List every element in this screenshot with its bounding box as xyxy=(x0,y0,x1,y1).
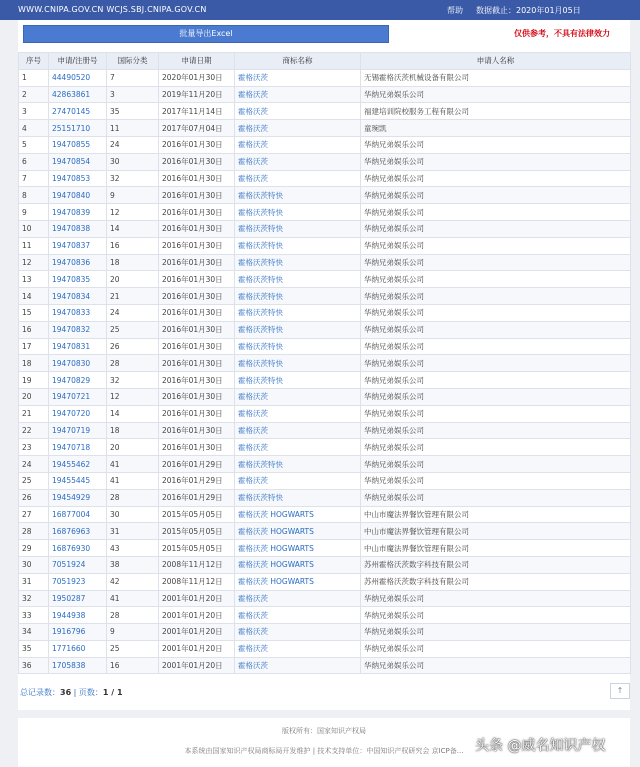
cell-mark-name[interactable]: 霍格沃茨 xyxy=(235,422,361,439)
cell-mark-name[interactable]: 霍格沃茨 HOGWARTS xyxy=(235,523,361,540)
cell-mark-name[interactable]: 霍格沃茨 HOGWARTS xyxy=(235,506,361,523)
cell-date: 2016年01月30日 xyxy=(159,288,235,305)
table-row xyxy=(19,120,631,137)
cell-applicant: 华纳兄弟娱乐公司 xyxy=(361,472,631,489)
cell-reg-no[interactable]: 44490520 xyxy=(49,69,107,86)
cell-applicant: 华纳兄弟娱乐公司 xyxy=(361,204,631,221)
cell-reg-no[interactable]: 7051923 xyxy=(49,573,107,590)
cell-applicant: 华纳兄弟娱乐公司 xyxy=(361,237,631,254)
cell-class: 18 xyxy=(107,254,159,271)
cell-applicant: 无锡霍格沃茨机械设备有限公司 xyxy=(361,69,631,86)
cell-reg-no[interactable]: 19455445 xyxy=(49,472,107,489)
cell-applicant: 中山市魔法界餐饮管理有限公司 xyxy=(361,523,631,540)
cell-reg-no[interactable]: 19470837 xyxy=(49,237,107,254)
cell-applicant: 华纳兄弟娱乐公司 xyxy=(361,220,631,237)
table-row xyxy=(19,523,631,540)
table-row xyxy=(19,271,631,288)
table-row xyxy=(19,86,631,103)
cell-applicant: 华纳兄弟娱乐公司 xyxy=(361,304,631,321)
cell-index: 33 xyxy=(19,607,49,624)
cell-class: 14 xyxy=(107,220,159,237)
cell-class: 20 xyxy=(107,271,159,288)
cell-class: 38 xyxy=(107,556,159,573)
table-row xyxy=(19,204,631,221)
cell-reg-no[interactable]: 19470836 xyxy=(49,254,107,271)
cell-date: 2016年01月30日 xyxy=(159,355,235,372)
cell-index: 35 xyxy=(19,640,49,657)
cell-reg-no[interactable]: 19470838 xyxy=(49,220,107,237)
cell-applicant: 华纳兄弟娱乐公司 xyxy=(361,254,631,271)
cell-index: 18 xyxy=(19,355,49,372)
cell-reg-no[interactable]: 19470835 xyxy=(49,271,107,288)
cell-date: 2001年01月20日 xyxy=(159,607,235,624)
data-cutoff-date: 数据截止：2020年01月05日 xyxy=(476,6,581,15)
cell-reg-no[interactable]: 19470720 xyxy=(49,405,107,422)
cell-class: 16 xyxy=(107,657,159,674)
table-body xyxy=(19,69,631,674)
cell-index: 21 xyxy=(19,405,49,422)
cell-index: 15 xyxy=(19,304,49,321)
cell-mark-name[interactable]: 霍格沃茨特快 xyxy=(235,254,361,271)
col-header-date[interactable]: 申请日期 xyxy=(159,53,235,70)
cell-class: 24 xyxy=(107,136,159,153)
cell-applicant: 华纳兄弟娱乐公司 xyxy=(361,607,631,624)
cell-mark-name[interactable]: 霍格沃茨特快 xyxy=(235,237,361,254)
table-row xyxy=(19,439,631,456)
table-row xyxy=(19,355,631,372)
cell-class: 31 xyxy=(107,523,159,540)
cell-applicant: 童琬凯 xyxy=(361,120,631,137)
cell-index: 28 xyxy=(19,523,49,540)
table-row xyxy=(19,573,631,590)
table-row xyxy=(19,657,631,674)
cell-reg-no[interactable]: 25151710 xyxy=(49,120,107,137)
cell-class: 26 xyxy=(107,338,159,355)
table-row xyxy=(19,422,631,439)
cell-reg-no[interactable]: 19470830 xyxy=(49,355,107,372)
cell-index: 14 xyxy=(19,288,49,305)
cell-index: 1 xyxy=(19,69,49,86)
cell-reg-no[interactable]: 19470833 xyxy=(49,304,107,321)
footer-copyright: 版权所有：国家知识产权局 xyxy=(282,727,366,735)
cell-date: 2017年11月14日 xyxy=(159,103,235,120)
cell-date: 2015年05月05日 xyxy=(159,540,235,557)
cell-mark-name[interactable]: 霍格沃茨特快 xyxy=(235,187,361,204)
watermark-text: 头条 @威名知识产权 xyxy=(475,738,606,754)
cell-index: 24 xyxy=(19,456,49,473)
cell-index: 2 xyxy=(19,86,49,103)
cell-class: 30 xyxy=(107,153,159,170)
cell-index: 11 xyxy=(19,237,49,254)
cell-applicant: 福建培训院校服务工程有限公司 xyxy=(361,103,631,120)
table-row xyxy=(19,136,631,153)
cell-applicant: 华纳兄弟娱乐公司 xyxy=(361,422,631,439)
cell-date: 2016年01月29日 xyxy=(159,456,235,473)
cell-index: 4 xyxy=(19,120,49,137)
cell-date: 2016年01月30日 xyxy=(159,338,235,355)
cell-applicant: 华纳兄弟娱乐公司 xyxy=(361,170,631,187)
cell-reg-no[interactable]: 42863861 xyxy=(49,86,107,103)
table-row xyxy=(19,338,631,355)
cell-applicant: 华纳兄弟娱乐公司 xyxy=(361,624,631,641)
cell-mark-name[interactable]: 霍格沃茨特快 xyxy=(235,372,361,389)
cell-reg-no[interactable]: 1771660 xyxy=(49,640,107,657)
cell-applicant: 华纳兄弟娱乐公司 xyxy=(361,372,631,389)
cell-reg-no[interactable]: 19470853 xyxy=(49,170,107,187)
cell-mark-name[interactable]: 霍格沃茨 xyxy=(235,624,361,641)
cell-date: 2016年01月30日 xyxy=(159,405,235,422)
total-count: 36 xyxy=(60,688,72,697)
table-row xyxy=(19,607,631,624)
cell-index: 7 xyxy=(19,170,49,187)
cell-index: 19 xyxy=(19,372,49,389)
cell-date: 2016年01月30日 xyxy=(159,153,235,170)
cell-index: 20 xyxy=(19,388,49,405)
cell-index: 22 xyxy=(19,422,49,439)
cell-index: 32 xyxy=(19,590,49,607)
table-row xyxy=(19,103,631,120)
cell-date: 2015年05月05日 xyxy=(159,523,235,540)
cell-mark-name[interactable]: 霍格沃茨特快 xyxy=(235,321,361,338)
cell-date: 2016年01月30日 xyxy=(159,187,235,204)
cell-class: 9 xyxy=(107,624,159,641)
cell-reg-no[interactable]: 1916796 xyxy=(49,624,107,641)
cell-class: 12 xyxy=(107,204,159,221)
cell-class: 41 xyxy=(107,472,159,489)
cell-mark-name[interactable]: 霍格沃茨 xyxy=(235,86,361,103)
col-header-class[interactable]: 国际分类 xyxy=(107,53,159,70)
table-row xyxy=(19,590,631,607)
cell-applicant: 华纳兄弟娱乐公司 xyxy=(361,405,631,422)
cell-applicant: 华纳兄弟娱乐公司 xyxy=(361,338,631,355)
cell-date: 2016年01月30日 xyxy=(159,271,235,288)
cell-date: 2001年01月20日 xyxy=(159,657,235,674)
cell-mark-name[interactable]: 霍格沃茨 xyxy=(235,607,361,624)
cell-date: 2016年01月29日 xyxy=(159,472,235,489)
cell-reg-no[interactable]: 19455462 xyxy=(49,456,107,473)
cell-class: 35 xyxy=(107,103,159,120)
cell-mark-name[interactable]: 霍格沃茨特快 xyxy=(235,220,361,237)
cell-mark-name[interactable]: 霍格沃茨特快 xyxy=(235,204,361,221)
cell-class: 3 xyxy=(107,86,159,103)
cell-class: 41 xyxy=(107,456,159,473)
cell-applicant: 华纳兄弟娱乐公司 xyxy=(361,590,631,607)
cell-class: 32 xyxy=(107,170,159,187)
cell-reg-no[interactable]: 19470839 xyxy=(49,204,107,221)
cell-class: 14 xyxy=(107,405,159,422)
cell-index: 3 xyxy=(19,103,49,120)
cell-date: 2020年01月30日 xyxy=(159,69,235,86)
cell-index: 6 xyxy=(19,153,49,170)
cell-class: 32 xyxy=(107,372,159,389)
cell-index: 29 xyxy=(19,540,49,557)
cell-applicant: 苏州霍格沃茨数字科技有限公司 xyxy=(361,556,631,573)
cell-date: 2016年01月30日 xyxy=(159,254,235,271)
cell-index: 10 xyxy=(19,220,49,237)
cell-class: 21 xyxy=(107,288,159,305)
table-row xyxy=(19,170,631,187)
col-header-applicant[interactable]: 申请人名称 xyxy=(361,53,631,70)
cell-index: 27 xyxy=(19,506,49,523)
cell-class: 12 xyxy=(107,388,159,405)
col-header-mark-name[interactable]: 商标名称 xyxy=(235,53,361,70)
cell-applicant: 苏州霍格沃茨数字科技有限公司 xyxy=(361,573,631,590)
cell-index: 16 xyxy=(19,321,49,338)
cell-reg-no[interactable]: 16876963 xyxy=(49,523,107,540)
cell-date: 2016年01月30日 xyxy=(159,372,235,389)
cell-reg-no[interactable]: 19454929 xyxy=(49,489,107,506)
cell-mark-name[interactable]: 霍格沃茨特快 xyxy=(235,456,361,473)
cell-applicant: 华纳兄弟娱乐公司 xyxy=(361,288,631,305)
record-summary xyxy=(20,687,123,698)
cell-reg-no[interactable]: 19470719 xyxy=(49,422,107,439)
help-link[interactable]: 帮助 xyxy=(447,6,463,15)
cell-mark-name[interactable]: 霍格沃茨 xyxy=(235,388,361,405)
cell-reg-no[interactable]: 19470854 xyxy=(49,153,107,170)
cell-reg-no[interactable]: 7051924 xyxy=(49,556,107,573)
cell-applicant: 华纳兄弟娱乐公司 xyxy=(361,153,631,170)
results-table xyxy=(18,52,631,674)
table-row xyxy=(19,220,631,237)
cell-applicant: 华纳兄弟娱乐公司 xyxy=(361,321,631,338)
cell-class: 30 xyxy=(107,506,159,523)
table-row xyxy=(19,388,631,405)
cell-mark-name[interactable]: 霍格沃茨特快 xyxy=(235,288,361,305)
cell-reg-no[interactable]: 19470832 xyxy=(49,321,107,338)
cell-reg-no[interactable]: 16876930 xyxy=(49,540,107,557)
cell-date: 2016年01月30日 xyxy=(159,304,235,321)
table-row xyxy=(19,624,631,641)
cell-date: 2016年01月30日 xyxy=(159,439,235,456)
table-row xyxy=(19,489,631,506)
cell-mark-name[interactable]: 霍格沃茨特快 xyxy=(235,338,361,355)
cell-date: 2008年11月12日 xyxy=(159,556,235,573)
cell-mark-name[interactable]: 霍格沃茨 xyxy=(235,69,361,86)
cell-reg-no[interactable]: 19470721 xyxy=(49,388,107,405)
cell-mark-name[interactable]: 霍格沃茨 HOGWARTS xyxy=(235,540,361,557)
cell-reg-no[interactable]: 19470840 xyxy=(49,187,107,204)
cell-applicant: 华纳兄弟娱乐公司 xyxy=(361,136,631,153)
cell-mark-name[interactable]: 霍格沃茨 xyxy=(235,120,361,137)
cell-reg-no[interactable]: 1705838 xyxy=(49,657,107,674)
cell-date: 2016年01月30日 xyxy=(159,136,235,153)
col-header-index[interactable]: 序号 xyxy=(19,53,49,70)
cell-mark-name[interactable]: 霍格沃茨 xyxy=(235,439,361,456)
cell-reg-no[interactable]: 1944938 xyxy=(49,607,107,624)
cell-class: 41 xyxy=(107,590,159,607)
table-row xyxy=(19,640,631,657)
table-row xyxy=(19,540,631,557)
cell-applicant: 中山市魔法界餐饮管理有限公司 xyxy=(361,506,631,523)
cell-index: 30 xyxy=(19,556,49,573)
cell-class: 28 xyxy=(107,355,159,372)
cell-applicant: 华纳兄弟娱乐公司 xyxy=(361,187,631,204)
cell-index: 23 xyxy=(19,439,49,456)
cell-mark-name[interactable]: 霍格沃茨 xyxy=(235,590,361,607)
cell-class: 28 xyxy=(107,489,159,506)
cell-date: 2016年01月30日 xyxy=(159,422,235,439)
cell-reg-no[interactable]: 19470855 xyxy=(49,136,107,153)
cell-date: 2016年01月30日 xyxy=(159,204,235,221)
table-row xyxy=(19,304,631,321)
cell-mark-name[interactable]: 霍格沃茨特快 xyxy=(235,355,361,372)
page-count: 1 / 1 xyxy=(102,688,123,697)
total-label: 总记录数： xyxy=(20,688,60,697)
cell-applicant: 华纳兄弟娱乐公司 xyxy=(361,388,631,405)
cell-class: 11 xyxy=(107,120,159,137)
batch-export-button[interactable]: 批量导出Excel xyxy=(23,25,389,43)
table-row xyxy=(19,472,631,489)
cell-mark-name[interactable]: 霍格沃茨 xyxy=(235,153,361,170)
site-url[interactable]: WWW.CNIPA.GOV.CN WCJS.SBJ.CNIPA.GOV.CN xyxy=(18,5,207,14)
cell-mark-name[interactable]: 霍格沃茨特快 xyxy=(235,304,361,321)
cell-index: 26 xyxy=(19,489,49,506)
table-row xyxy=(19,321,631,338)
cell-class: 43 xyxy=(107,540,159,557)
cell-applicant: 华纳兄弟娱乐公司 xyxy=(361,657,631,674)
cell-class: 25 xyxy=(107,640,159,657)
cell-class: 24 xyxy=(107,304,159,321)
cell-reg-no[interactable]: 1950287 xyxy=(49,590,107,607)
cell-applicant: 华纳兄弟娱乐公司 xyxy=(361,271,631,288)
cell-reg-no[interactable]: 19470829 xyxy=(49,372,107,389)
cell-date: 2017年07月04日 xyxy=(159,120,235,137)
cell-mark-name[interactable]: 霍格沃茨特快 xyxy=(235,489,361,506)
cell-index: 9 xyxy=(19,204,49,221)
cell-mark-name[interactable]: 霍格沃茨 xyxy=(235,103,361,120)
cell-mark-name[interactable]: 霍格沃茨 xyxy=(235,136,361,153)
cell-index: 17 xyxy=(19,338,49,355)
table-header-row xyxy=(19,53,631,70)
top-bar xyxy=(0,0,640,20)
cell-mark-name[interactable]: 霍格沃茨 xyxy=(235,170,361,187)
cell-class: 25 xyxy=(107,321,159,338)
table-row xyxy=(19,254,631,271)
cell-date: 2019年11月20日 xyxy=(159,86,235,103)
cell-applicant: 中山市魔法界餐饮管理有限公司 xyxy=(361,540,631,557)
cell-class: 28 xyxy=(107,607,159,624)
cell-index: 36 xyxy=(19,657,49,674)
cell-applicant: 华纳兄弟娱乐公司 xyxy=(361,640,631,657)
cell-index: 34 xyxy=(19,624,49,641)
table-row xyxy=(19,69,631,86)
cell-date: 2016年01月30日 xyxy=(159,388,235,405)
cell-class: 42 xyxy=(107,573,159,590)
cell-applicant: 华纳兄弟娱乐公司 xyxy=(361,355,631,372)
cell-index: 8 xyxy=(19,187,49,204)
cell-date: 2001年01月20日 xyxy=(159,640,235,657)
cell-class: 18 xyxy=(107,422,159,439)
disclaimer-text: 仅供参考，不具有法律效力 xyxy=(514,29,610,38)
col-header-reg-no[interactable]: 申请/注册号 xyxy=(49,53,107,70)
cell-reg-no[interactable]: 19470834 xyxy=(49,288,107,305)
cell-date: 2016年01月29日 xyxy=(159,489,235,506)
cell-reg-no[interactable]: 27470145 xyxy=(49,103,107,120)
table-row xyxy=(19,153,631,170)
cell-index: 12 xyxy=(19,254,49,271)
pages-label: | 页数： xyxy=(71,688,103,697)
cell-applicant: 华纳兄弟娱乐公司 xyxy=(361,439,631,456)
cell-class: 7 xyxy=(107,69,159,86)
table-row xyxy=(19,372,631,389)
scroll-top-button[interactable]: ↑ xyxy=(610,683,630,699)
cell-mark-name[interactable]: 霍格沃茨特快 xyxy=(235,271,361,288)
cell-date: 2016年01月30日 xyxy=(159,321,235,338)
cell-mark-name[interactable]: 霍格沃茨 xyxy=(235,657,361,674)
cell-index: 31 xyxy=(19,573,49,590)
cell-mark-name[interactable]: 霍格沃茨 xyxy=(235,472,361,489)
cell-class: 20 xyxy=(107,439,159,456)
cell-index: 25 xyxy=(19,472,49,489)
cell-class: 16 xyxy=(107,237,159,254)
cell-applicant: 华纳兄弟娱乐公司 xyxy=(361,456,631,473)
action-bar xyxy=(18,20,630,50)
results-panel xyxy=(18,20,630,710)
table-row xyxy=(19,237,631,254)
cell-applicant: 华纳兄弟娱乐公司 xyxy=(361,86,631,103)
cell-reg-no[interactable]: 19470718 xyxy=(49,439,107,456)
cell-mark-name[interactable]: 霍格沃茨 xyxy=(235,405,361,422)
cell-class: 9 xyxy=(107,187,159,204)
cell-date: 2016年01月30日 xyxy=(159,220,235,237)
table-row xyxy=(19,456,631,473)
cell-date: 2008年11月12日 xyxy=(159,573,235,590)
pagination-bar xyxy=(18,680,630,702)
cell-date: 2015年05月05日 xyxy=(159,506,235,523)
footer-support: 本系统由国家知识产权局商标局开发维护 | 技术支持单位：中国知识产权研究会 京ICP备... xyxy=(184,747,464,755)
cell-mark-name[interactable]: 霍格沃茨 xyxy=(235,640,361,657)
table-row xyxy=(19,556,631,573)
cell-applicant: 华纳兄弟娱乐公司 xyxy=(361,489,631,506)
cell-mark-name[interactable]: 霍格沃茨 HOGWARTS xyxy=(235,556,361,573)
table-row xyxy=(19,405,631,422)
cell-date: 2016年01月30日 xyxy=(159,237,235,254)
cell-index: 13 xyxy=(19,271,49,288)
cell-date: 2001年01月20日 xyxy=(159,624,235,641)
table-row xyxy=(19,187,631,204)
table-row xyxy=(19,506,631,523)
cell-date: 2016年01月30日 xyxy=(159,170,235,187)
cell-date: 2001年01月20日 xyxy=(159,590,235,607)
cell-reg-no[interactable]: 19470831 xyxy=(49,338,107,355)
cell-index: 5 xyxy=(19,136,49,153)
table-row xyxy=(19,288,631,305)
cell-reg-no[interactable]: 16877004 xyxy=(49,506,107,523)
cell-mark-name[interactable]: 霍格沃茨 HOGWARTS xyxy=(235,573,361,590)
